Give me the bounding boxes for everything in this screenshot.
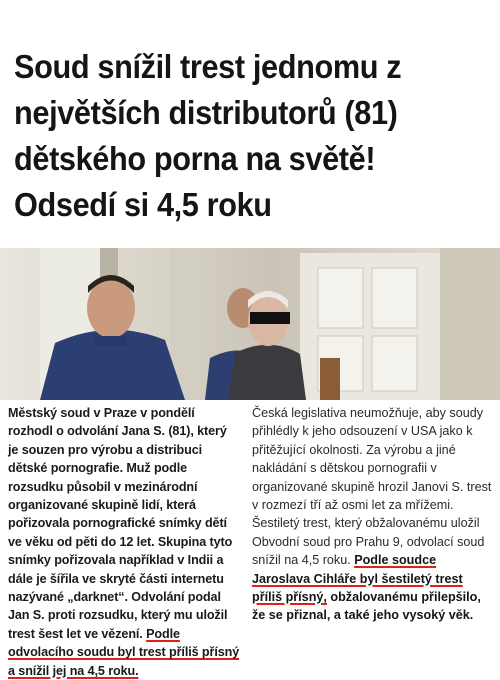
right-text-2: obžalovanému přilepšilo, že se přiznal, a také jeho vysoký věk. [252,590,481,623]
left-highlight: Podle odvolacího soudu byl trest příliš přísný a snížil jej na 4,5 roku. [8,626,240,678]
courtroom-photo [0,248,500,400]
right-highlight: Podle soudce Jaroslava Cihláře byl šestiletý trest příliš přísný, [252,553,463,605]
censor-bar [250,312,290,324]
article-photo [0,248,500,400]
left-text: Městský soud v Praze v pondělí rozhodl o odvolání Jana S. (81), který je souzen pro výrobu a distribuci dětské pornografie. Muž podle rozsudku působil v mezinárodní organizované skupině lidí, která pořizovala pornografické snímky dětí ve věku od pěti do 12 let. Skupina tyto snímky pořizovala například v Indii a dále je šířila ve skryté části internetu nazývané „darknet“. Odvolání podal Jan S. proti rozsudku, který mu uložil trest šest let ve vězení. [8,406,233,641]
defendant-jacket [228,345,306,400]
article-right-column [252,404,496,625]
right-paragraph [252,404,496,625]
left-paragraph [8,404,240,680]
article-headline: Soud snížil trest jednomu z největších distributorů (81) dětského porna na světě! Odsedí si 4,5 roku [14,48,402,224]
right-text-1: Česká legislativa neumožňuje, aby soudy přihlédly k jeho odsouzení v USA jako k přitěžující okolnosti. Za výrobu a jiné nakládání s dětskou pornografii v organizované skupině hrozil Janovi S. trest v rozmezí tří až osmi let za mřížemi. Šestiletý trest, který obžalovanému uložil Obvodní soud pro Prahu 9, odvolací soud snížil na 4,5 roku. [252,406,492,568]
article-left-column [8,404,240,680]
